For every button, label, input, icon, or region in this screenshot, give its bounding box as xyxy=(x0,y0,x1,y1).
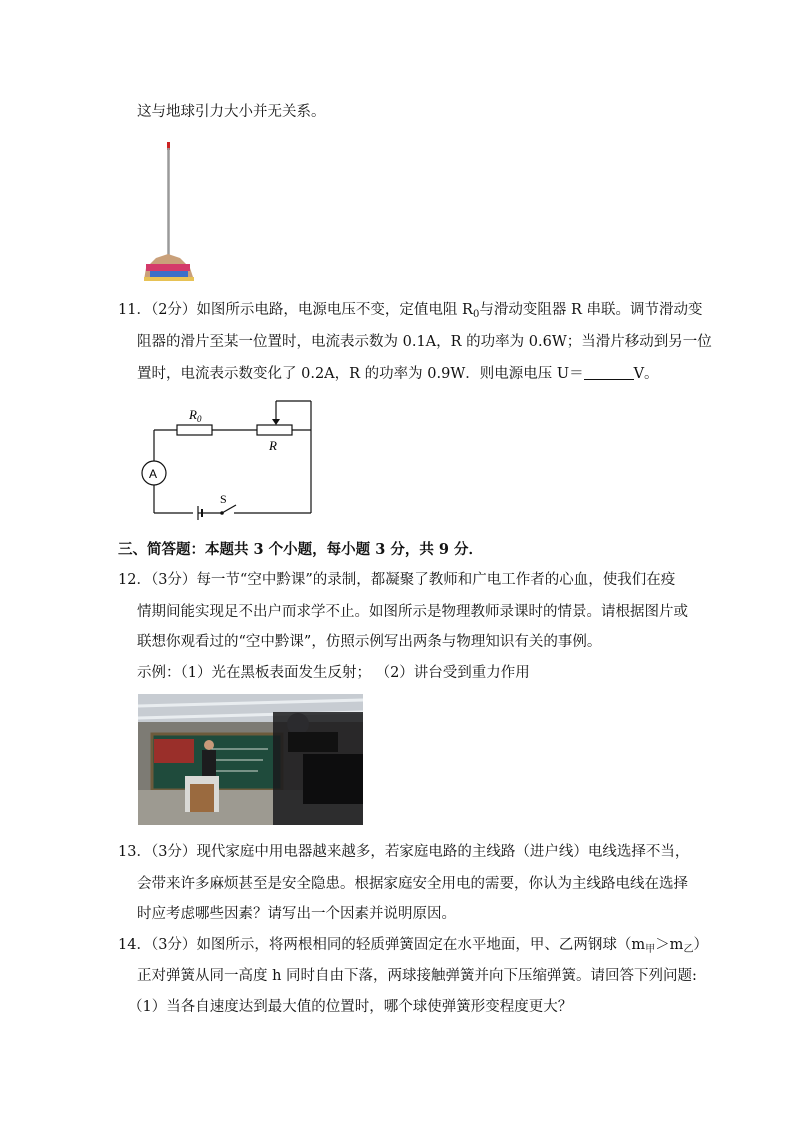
q14-line2: 正对弹簧从同一高度 h 同时自由下落，两球接触弹簧并向下压缩弹簧。请回答下列问题: xyxy=(137,968,697,984)
switch-contact xyxy=(220,511,224,515)
q12-line1: 12．（3分）每一节“空中黔课”的录制，都凝聚了教师和广电工作者的心血，使我们在疫 xyxy=(118,572,676,588)
q11-score: （2分） xyxy=(150,302,197,318)
q11-line2: 阻器的滑片至某一位置时，电流表示数为 0.1A，R 的功率为 0.6W；当滑片移动到另一位 xyxy=(137,334,712,350)
q12-example: 示例：（1）光在黑板表面发生反射； （2）讲台受到重力作用 xyxy=(137,665,530,681)
classroom-photo xyxy=(138,694,363,825)
q14-line1: 14．（3分）如图所示，将两根相同的轻质弹簧固定在水平地面，甲、乙两钢球$(m_甲>m_乙)$ xyxy=(118,937,708,955)
answer-blank[interactable] xyxy=(584,365,634,380)
slider-arrow xyxy=(272,419,280,425)
q13-line1: 13．（3分）现代家庭中用电器越来越多，若家庭电路的主线路（进户线）电线选择不当， xyxy=(118,844,690,860)
q11-line1: 11．（2分）如图所示电路，电源电压不变，定值电阻 $R_0$与滑动变阻器 R 串联。调节滑动变 xyxy=(118,302,703,320)
circuit-diagram xyxy=(135,395,320,520)
r0-resistor xyxy=(177,425,212,435)
intro-tail-text: 这与地球引力大小并无关系。 xyxy=(137,104,326,120)
switch-label: S xyxy=(220,492,227,506)
q12-line2: 情期间能实现足不出户而求学不止。如图所示是物理教师录课时的情景。请根据图片或 xyxy=(137,604,688,620)
q11-line3: 置时，电流表示数变化了 0.2A，R 的功率为 0.9W．则电源电压 U＝ V。 xyxy=(137,366,659,382)
q13-line2: 会带来许多麻烦甚至是安全隐患。根据家庭安全用电的需要，你认为主线路电线在选择 xyxy=(137,876,688,892)
q13-line3: 时应考虑哪些因素？请写出一个因素并说明原因。 xyxy=(137,906,456,922)
q12-line3: 联想你观看过的“空中黔课”，仿照示例写出两条与物理知识有关的事例。 xyxy=(137,634,602,650)
r-rheostat xyxy=(257,425,292,435)
ammeter-label: A xyxy=(149,467,158,481)
r0-label: $R_0$ xyxy=(189,407,202,424)
section3-heading: 三、简答题：本题共 3 个小题，每小题 3 分，共 9 分． xyxy=(118,541,484,558)
r-label: R xyxy=(269,438,277,453)
q14-line3: （1）当各自速度达到最大值的位置时，哪个球使弹簧形变程度更大？ xyxy=(128,999,573,1015)
q11-number: 11． xyxy=(118,302,151,318)
broom-image xyxy=(138,140,198,285)
